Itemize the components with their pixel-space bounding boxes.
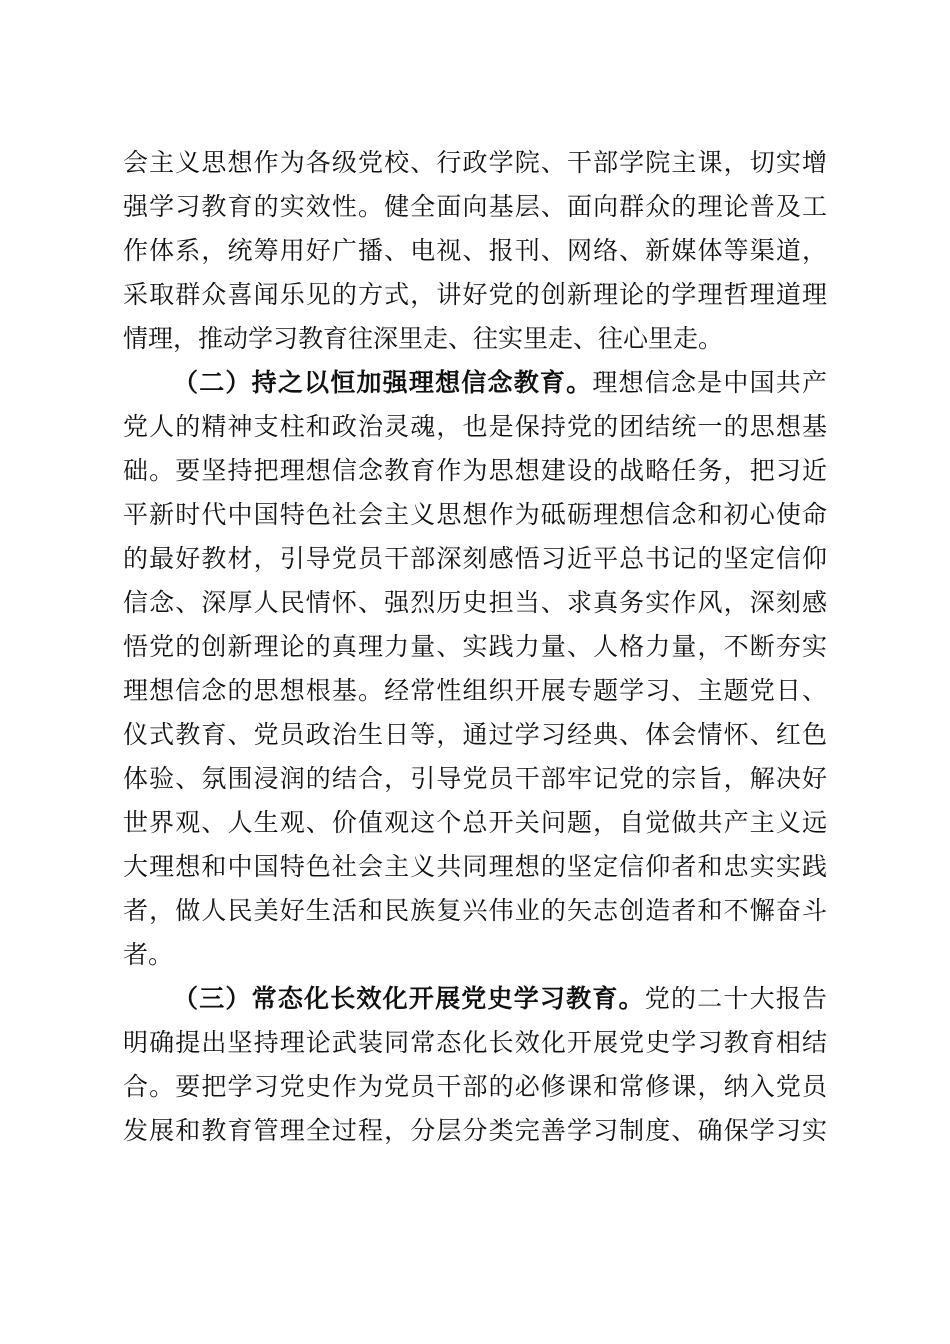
text-line: 平新时代中国特色社会主义思想作为砥砺理想信念和初心使命 xyxy=(123,500,827,529)
text-line: 仪式教育、党员政治生日等，通过学习经典、体会情怀、红色 xyxy=(123,720,827,749)
text-line: 悟党的创新理论的真理力量、实践力量、人格力量，不断夯实 xyxy=(123,632,827,661)
text-line: 强学习教育的实效性。健全面向基层、面向群众的理论普及工 xyxy=(123,192,827,221)
text-line: 大理想和中国特色社会主义共同理想的坚定信仰者和忠实实践 xyxy=(123,852,827,881)
text-line: 情理，推动学习教育往深里走、往实里走、往心里走。 xyxy=(123,324,724,353)
section-2-first-line xyxy=(173,363,827,403)
text-line: 的最好教材，引导党员干部深刻感悟习近平总书记的坚定信仰 xyxy=(123,544,827,573)
text-line: 党人的精神支柱和政治灵魂，也是保持党的团结统一的思想基 xyxy=(123,412,827,441)
text-line: 合。要把学习党史作为党员干部的必修课和常修课，纳入党员 xyxy=(123,1072,827,1101)
text-line: 世界观、人生观、价值观这个总开关问题，自觉做共产主义远 xyxy=(123,808,827,837)
text-line: 采取群众喜闻乐见的方式，讲好党的创新理论的学理哲理道理 xyxy=(123,280,827,309)
text-line: 发展和教育管理全过程，分层分类完善学习制度、确保学习实 xyxy=(123,1116,827,1145)
text-line: 础。要坚持把理想信念教育作为思想建设的战略任务，把习近 xyxy=(123,456,827,485)
text-line: 理想信念的思想根基。经常性组织开展专题学习、主题党日、 xyxy=(123,676,827,705)
section-3-first-line-rest: 党的二十大报告 xyxy=(644,984,827,1013)
section-2-heading: （二）持之以恒加强理想信念教育。 xyxy=(173,368,593,397)
section-2-first-line-rest: 理想信念是中国共产 xyxy=(592,368,827,397)
section-3-first-line xyxy=(173,979,827,1019)
section-3-heading: （三）常态化长效化开展党史学习教育。 xyxy=(173,984,645,1013)
text-line: 作体系，统筹用好广播、电视、报刊、网络、新媒体等渠道， xyxy=(123,236,827,265)
text-line: 者。 xyxy=(123,940,174,969)
text-line: 体验、氛围浸润的结合，引导党员干部牢记党的宗旨，解决好 xyxy=(123,764,827,793)
text-line: 者，做人民美好生活和民族复兴伟业的矢志创造者和不懈奋斗 xyxy=(123,896,827,925)
text-line: 会主义思想作为各级党校、行政学院、干部学院主课，切实增 xyxy=(123,148,827,177)
text-line: 信念、深厚人民情怀、强烈历史担当、求真务实作风，深刻感 xyxy=(123,588,827,617)
text-line: 明确提出坚持理论武装同常态化长效化开展党史学习教育相结 xyxy=(123,1028,827,1057)
